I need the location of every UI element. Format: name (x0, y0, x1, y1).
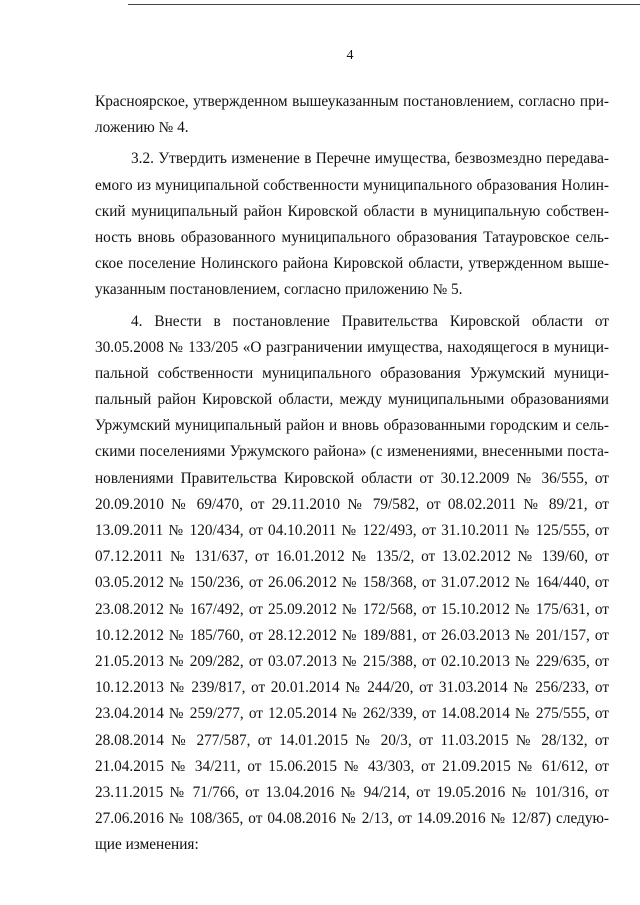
paragraph-continuation (95, 89, 609, 141)
text-line: новлениями Правительства Кировской области от 30.12.2009 № 36/555, от (95, 469, 609, 487)
text-line: ское поселение Нолинского района Кировской области, утвержденном выше- (95, 255, 609, 273)
page-number: 4 (346, 48, 354, 63)
text-line: 28.08.2014 № 277/587, от 14.01.2015 № 20/3, от 11.03.2015 № 28/132, от (95, 731, 609, 749)
paragraph-3-2 (95, 146, 609, 303)
text-line: 21.05.2013 № 209/282, от 03.07.2013 № 215/388, от 02.10.2013 № 229/635, от (95, 652, 609, 670)
text-line: 3.2. Утвердить изменение в Перечне имущества, безвозмездно передава- (131, 150, 609, 168)
text-line: пальной собственности муниципального образования Уржумский муници- (95, 364, 609, 382)
text-line: 20.09.2010 № 69/470, от 29.11.2010 № 79/582, от 08.02.2011 № 89/21, от (95, 495, 609, 513)
text-line: 4. Внести в постановление Правительства Кировской области от (131, 312, 609, 330)
header-rule (128, 4, 640, 5)
text-line: 07.12.2011 № 131/637, от 16.01.2012 № 135/2, от 13.02.2012 № 139/60, от (95, 548, 609, 566)
text-line: 21.04.2015 № 34/211, от 15.06.2015 № 43/303, от 21.09.2015 № 61/612, от (95, 757, 609, 775)
text-line: указанным постановлением, согласно приложению № 5. (95, 281, 463, 299)
document-body (95, 89, 609, 858)
text-line: 27.06.2016 № 108/365, от 04.08.2016 № 2/13, от 14.09.2016 № 12/87) следую- (95, 810, 609, 828)
text-line: ность вновь образованного муниципального образования Татауровское сель- (95, 228, 609, 246)
text-line: 30.05.2008 № 133/205 «О разграничении имущества, находящегося в муници- (95, 338, 609, 356)
text-line: 23.11.2015 № 71/766, от 13.04.2016 № 94/214, от 19.05.2016 № 101/316, от (95, 783, 609, 801)
text-line: 13.09.2011 № 120/434, от 04.10.2011 № 122/493, от 31.10.2011 № 125/555, от (95, 522, 609, 539)
text-line: 23.04.2014 № 259/277, от 12.05.2014 № 262/339, от 14.08.2014 № 275/555, от (95, 705, 609, 723)
text-line: 10.12.2012 № 185/760, от 28.12.2012 № 189/881, от 26.03.2013 № 201/157, от (95, 626, 609, 644)
text-line: скими поселениями Уржумского района» (с изменениями, внесенными поста- (95, 443, 609, 461)
text-line: 03.05.2012 № 150/236, от 26.06.2012 № 158/368, от 31.07.2012 № 164/440, от (95, 574, 609, 592)
text-line: ложению № 4. (95, 119, 189, 137)
text-line: Красноярское, утвержденном вышеуказанным постановлением, согласно при- (95, 93, 609, 110)
text-line: ский муниципальный район Кировской области в муниципальную собствен- (95, 202, 609, 220)
text-line: 23.08.2012 № 167/492, от 25.09.2012 № 172/568, от 15.10.2012 № 175/631, от (95, 600, 609, 618)
text-line: 10.12.2013 № 239/817, от 20.01.2014 № 244/20, от 31.03.2014 № 256/233, от (95, 679, 609, 697)
text-line: пальный район Кировской области, между муниципальными образованиями (95, 391, 609, 409)
text-line: щие изменения: (95, 836, 199, 854)
text-line: Уржумский муниципальный район и вновь образованными городским и сель- (95, 417, 609, 435)
paragraph-4 (95, 309, 609, 859)
text-line: емого из муниципальной собственности муниципального образования Нолин- (95, 176, 609, 194)
